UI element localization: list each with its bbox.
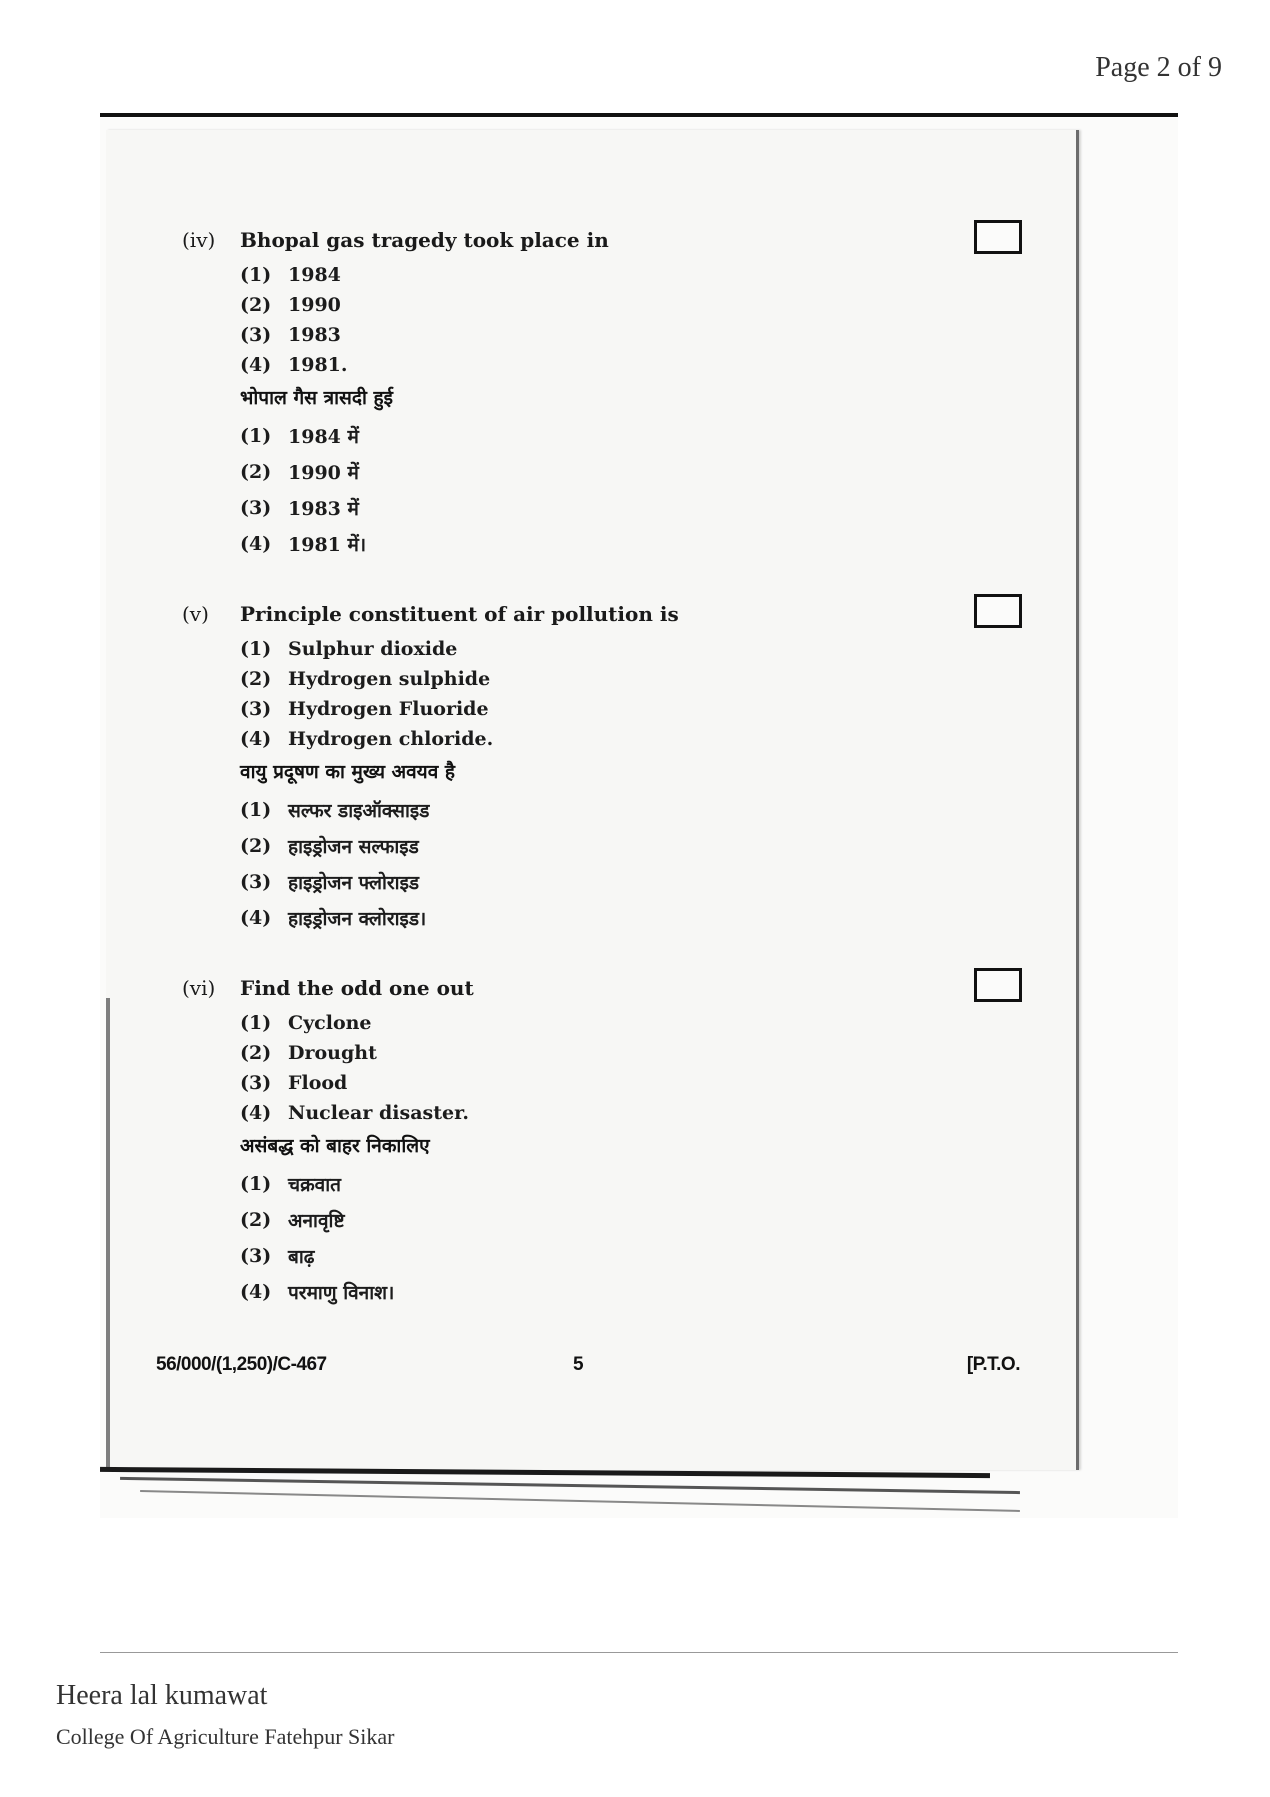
paper-bottom-edge (140, 1490, 1020, 1512)
pto-label: [P.T.O. (966, 1354, 1020, 1375)
option: (1) Cyclone (240, 1012, 372, 1034)
options-en (240, 634, 1022, 754)
options-hi (240, 792, 1022, 936)
author-name: Heera lal kumawat (56, 1680, 268, 1711)
option: (2) अनावृष्टि (240, 1209, 345, 1232)
answer-box (974, 594, 1022, 628)
option: (1) 1984 (240, 264, 341, 286)
option: (4) 1981. (240, 354, 348, 376)
options-hi (240, 1166, 1022, 1310)
option: (2) 1990 (240, 294, 341, 316)
option: (4) हाइड्रोजन क्लोराइड। (240, 907, 427, 930)
option: (2) 1990 में (240, 461, 359, 484)
question-number: (vi) (182, 976, 216, 1000)
option: (2) हाइड्रोजन सल्फाइड (240, 835, 419, 858)
option: (1) Sulphur dioxide (240, 638, 458, 660)
option: (3) हाइड्रोजन फ्लोराइड (240, 871, 420, 894)
scanned-exam-page (100, 118, 1178, 1518)
answer-box (974, 220, 1022, 254)
option: (1) 1984 में (240, 425, 359, 448)
option: (4) Hydrogen chloride. (240, 728, 494, 750)
option: (3) 1983 (240, 324, 341, 346)
option: (3) बाढ़ (240, 1245, 315, 1268)
answer-box (974, 968, 1022, 1002)
paper-footer (156, 1354, 1020, 1376)
option: (3) Flood (240, 1072, 348, 1094)
option: (3) Hydrogen Fluoride (240, 698, 489, 720)
paper-page-number: 5 (573, 1354, 584, 1375)
question-text-hi: वायु प्रदूषण का मुख्य अवयव है (240, 761, 455, 783)
question-text-en: Principle constituent of air pollution is (240, 602, 679, 626)
page-number: Page 2 of 9 (1095, 52, 1222, 83)
question-text-en: Bhopal gas tragedy took place in (240, 228, 609, 252)
option: (4) Nuclear disaster. (240, 1102, 469, 1124)
option: (3) 1983 में (240, 497, 359, 520)
paper-code: 56/000/(1,250)/C-467 (156, 1354, 327, 1375)
question-number: (iv) (182, 228, 216, 252)
top-divider (100, 113, 1178, 117)
options-hi (240, 418, 1022, 562)
option: (1) सल्फर डाइऑक्साइड (240, 799, 430, 822)
option: (2) Hydrogen sulphide (240, 668, 491, 690)
question-text-en: Find the odd one out (240, 976, 474, 1000)
college-name: College Of Agriculture Fatehpur Sikar (56, 1724, 395, 1749)
options-en (240, 260, 1022, 380)
question-iv (182, 228, 1022, 562)
question-number: (v) (182, 602, 209, 626)
options-en (240, 1008, 1022, 1128)
question-v (182, 602, 1022, 936)
question-vi (182, 976, 1022, 1310)
question-text-hi: भोपाल गैस त्रासदी हुई (240, 387, 393, 409)
option: (4) 1981 में। (240, 533, 367, 556)
option: (2) Drought (240, 1042, 377, 1064)
paper-bottom-edge (120, 1477, 1020, 1494)
paper-left-edge (106, 998, 110, 1468)
option: (1) चक्रवात (240, 1173, 341, 1196)
bottom-divider (100, 1652, 1178, 1653)
option: (4) परमाणु विनाश। (240, 1281, 395, 1304)
question-text-hi: असंबद्ध को बाहर निकालिए (240, 1135, 430, 1157)
